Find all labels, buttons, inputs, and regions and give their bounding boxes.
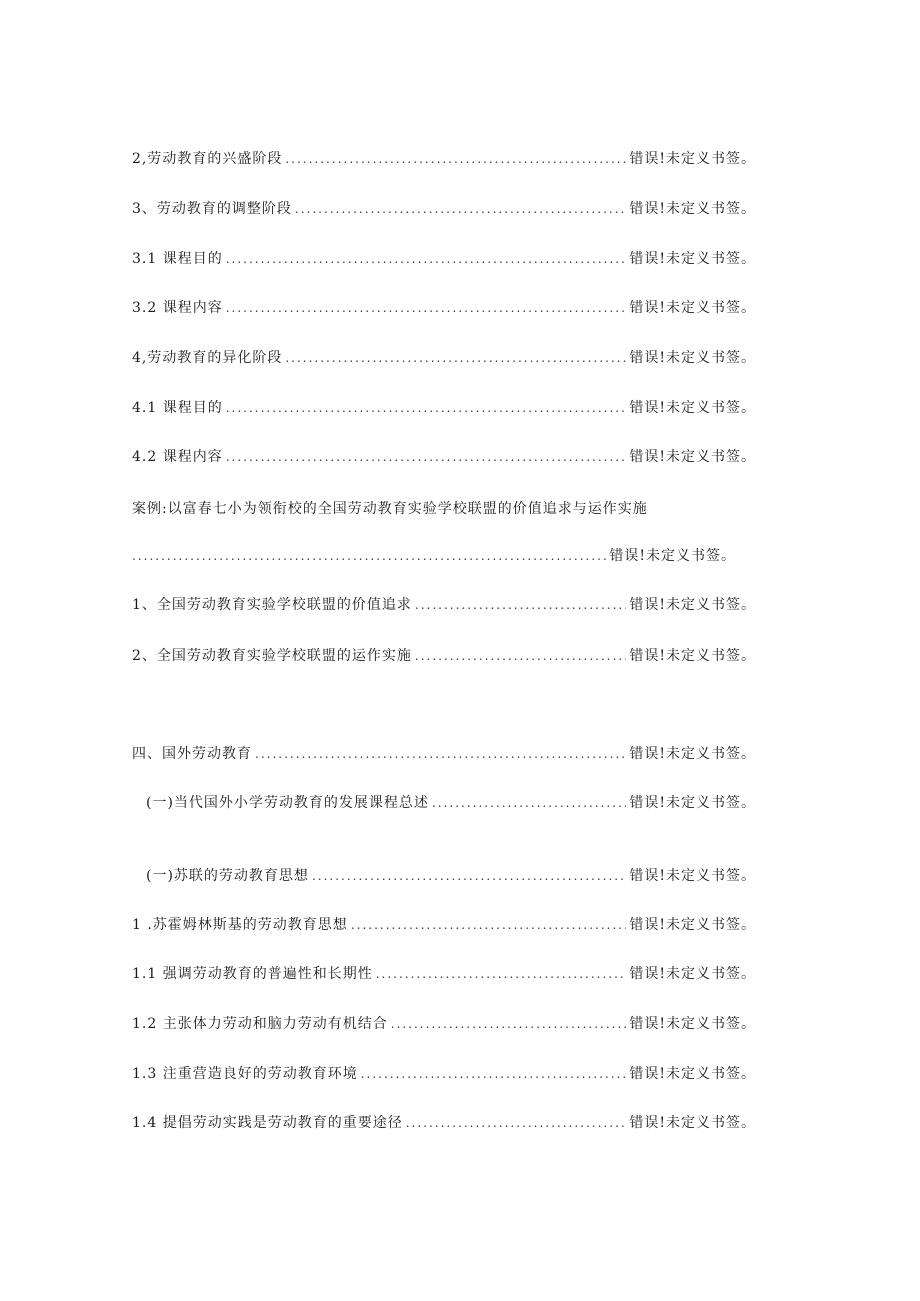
toc-entry-label: 4.1 课程目的 — [132, 400, 223, 416]
toc-entry-ref: 错误!未定义书签。 — [629, 746, 756, 762]
toc-leader-dots — [376, 967, 627, 981]
toc-entry-label: 1、全国劳动教育实验学校联盟的价值追求 — [132, 597, 412, 613]
toc-leader-dots — [415, 598, 626, 612]
toc-entry[interactable] — [132, 963, 756, 987]
toc-leader-dots — [391, 1017, 627, 1031]
toc-entry-ref: 错误!未定义书签。 — [629, 795, 756, 811]
toc-entry-label: 3.1 课程目的 — [132, 251, 223, 267]
toc-entry-ref: 错误!未定义书签。 — [629, 917, 756, 933]
toc-entry-ref: 错误!未定义书签。 — [609, 548, 736, 564]
toc-entry-ref: 错误!未定义书签。 — [629, 966, 756, 982]
toc-leader-dots — [406, 1116, 627, 1130]
toc-entry[interactable] — [132, 545, 736, 569]
toc-entry-ref: 错误!未定义书签。 — [629, 868, 756, 884]
toc-leader-dots — [351, 918, 627, 932]
toc-entry[interactable] — [132, 397, 756, 421]
toc-entry[interactable] — [132, 1013, 756, 1037]
toc-entry-label: 1.3 注重营造良好的劳动教育环境 — [132, 1066, 358, 1082]
toc-entry[interactable] — [132, 198, 756, 222]
toc-leader-dots — [432, 796, 626, 810]
toc-entry-label: 1 .苏霍姆林斯基的劳动教育思想 — [132, 917, 348, 933]
toc-entry[interactable] — [146, 792, 756, 816]
toc-entry[interactable] — [132, 645, 756, 669]
toc-entry-ref: 错误!未定义书签。 — [629, 201, 756, 217]
toc-leader-dots — [295, 202, 626, 216]
toc-entry-label: 4,劳动教育的异化阶段 — [132, 350, 283, 366]
toc-entry-ref: 错误!未定义书签。 — [629, 597, 756, 613]
toc-entry[interactable] — [132, 248, 756, 272]
toc-entry-label: 2、全国劳动教育实验学校联盟的运作实施 — [132, 648, 412, 664]
toc-entry-label: 3.2 课程内容 — [132, 300, 223, 316]
toc-leader-dots — [226, 252, 627, 266]
toc-leader-dots — [255, 747, 626, 761]
toc-entry-ref: 错误!未定义书签。 — [629, 1115, 756, 1131]
toc-leader-dots — [415, 649, 626, 663]
toc-entry[interactable] — [132, 594, 756, 618]
toc-entry-label: (一)苏联的劳动教育思想 — [146, 868, 309, 884]
toc-entry-ref: 错误!未定义书签。 — [629, 400, 756, 416]
case-study-title: 案例:以富春七小为领衔校的全国劳动教育实验学校联盟的价值追求与运作实施 — [132, 501, 648, 517]
toc-entry[interactable] — [132, 446, 756, 470]
toc-entry-label: 1.2 主张体力劳动和脑力劳动有机结合 — [132, 1016, 388, 1032]
toc-entry[interactable] — [132, 297, 756, 321]
toc-entry-ref: 错误!未定义书签。 — [629, 151, 756, 167]
toc-entry[interactable] — [132, 743, 756, 767]
toc-entry-ref: 错误!未定义书签。 — [629, 350, 756, 366]
toc-entry[interactable] — [132, 347, 756, 371]
toc-leader-dots — [226, 401, 627, 415]
toc-leader-dots — [226, 450, 627, 464]
toc-entry-label: 4.2 课程内容 — [132, 449, 223, 465]
toc-entry-ref: 错误!未定义书签。 — [629, 300, 756, 316]
toc-entry[interactable] — [132, 914, 756, 938]
toc-entry-label: 3、劳动教育的调整阶段 — [132, 201, 292, 217]
toc-leader-dots — [312, 869, 626, 883]
toc-entry-ref: 错误!未定义书签。 — [629, 648, 756, 664]
toc-entry-ref: 错误!未定义书签。 — [629, 449, 756, 465]
toc-entry[interactable] — [132, 148, 756, 172]
toc-entry[interactable] — [146, 865, 756, 889]
toc-leader-dots — [132, 549, 606, 563]
toc-entry-label: 2,劳动教育的兴盛阶段 — [132, 151, 283, 167]
toc-entry[interactable] — [132, 1063, 756, 1087]
toc-leader-dots — [285, 351, 626, 365]
toc-entry-label: 四、国外劳动教育 — [132, 746, 252, 762]
toc-entry-ref: 错误!未定义书签。 — [629, 1016, 756, 1032]
toc-leader-dots — [361, 1067, 627, 1081]
toc-entry-label: 1.1 强调劳动教育的普遍性和长期性 — [132, 966, 373, 982]
toc-entry-label: (一)当代国外小学劳动教育的发展课程总述 — [146, 795, 429, 811]
toc-entry-label: 1.4 提倡劳动实践是劳动教育的重要途径 — [132, 1115, 403, 1131]
toc-leader-dots — [226, 301, 627, 315]
toc-leader-dots — [285, 152, 626, 166]
toc-entry-ref: 错误!未定义书签。 — [629, 251, 756, 267]
toc-entry-ref: 错误!未定义书签。 — [629, 1066, 756, 1082]
toc-entry[interactable] — [132, 1112, 756, 1136]
